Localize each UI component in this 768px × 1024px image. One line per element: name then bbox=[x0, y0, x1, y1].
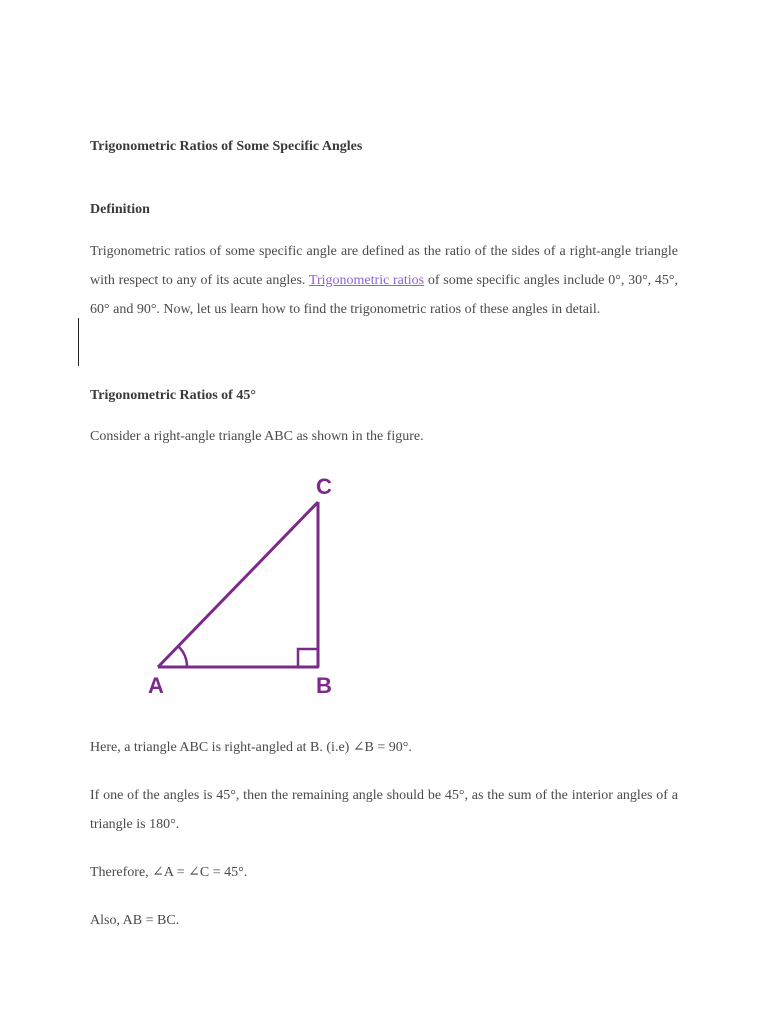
text-cursor bbox=[78, 318, 79, 366]
triangle-figure bbox=[140, 470, 360, 700]
trigonometric-ratios-link[interactable]: Trigonometric ratios bbox=[308, 273, 425, 288]
section-heading-45: Trigonometric Ratios of 45° bbox=[90, 388, 256, 403]
side-ac bbox=[158, 502, 318, 667]
therefore-text: Therefore, ∠A = ∠C = 45°. bbox=[90, 865, 248, 880]
definition-heading: Definition bbox=[90, 202, 150, 217]
vertex-b-label: B bbox=[316, 673, 332, 698]
angle-a-arc bbox=[178, 646, 187, 667]
right-angle-marker bbox=[298, 649, 318, 667]
vertex-c-label: C bbox=[316, 474, 332, 499]
page-title: Trigonometric Ratios of Some Specific Angles bbox=[90, 139, 363, 154]
vertex-a-label: A bbox=[148, 673, 164, 698]
definition-paragraph bbox=[90, 237, 678, 324]
consider-text: Consider a right-angle triangle ABC as shown in the figure. bbox=[90, 429, 424, 444]
definition-text-end: of some specific angles include 0°, 30°, 45°, 60° and 90°. Now, let us learn how to find the trigonometric ratios of these angles in detail. bbox=[90, 273, 678, 317]
definition-text-start: Trigonometric ratios of some specific angle are defined as the ratio of the sides of a right-angle triangle with respect to any of its acute angles. bbox=[90, 244, 678, 288]
triangle-diagram bbox=[140, 470, 360, 700]
angles-paragraph: If one of the angles is 45°, then the remaining angle should be 45°, as the sum of the interior angles of a triangle is 180°. bbox=[90, 788, 678, 832]
right-angle-text: Here, a triangle ABC is right-angled at B. (i.e) ∠B = 90°. bbox=[90, 740, 412, 755]
also-text: Also, AB = BC. bbox=[90, 913, 180, 928]
